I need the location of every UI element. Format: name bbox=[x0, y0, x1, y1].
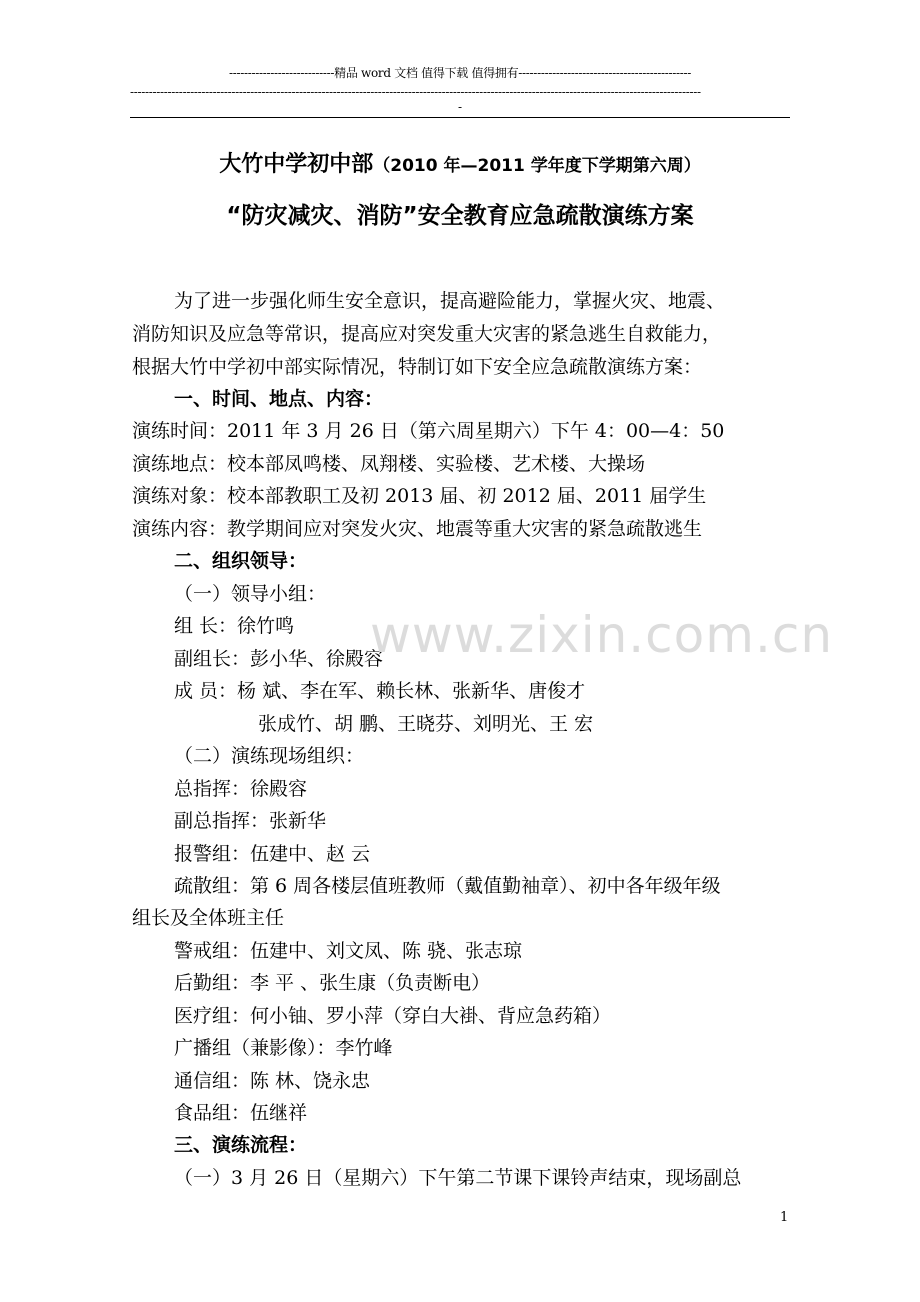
comms-group-line: 通信组：陈 林、饶永忠 bbox=[174, 1070, 371, 1092]
document-main-title: “防灾减灾、消防”安全教育应急疏散演练方案 bbox=[226, 203, 694, 229]
drill-place: 演练地点：校本部凤鸣楼、凤翔楼、实验楼、艺术楼、大操场 bbox=[132, 453, 646, 475]
food-group-line: 食品组：伍继祥 bbox=[174, 1102, 308, 1124]
section-heading-3: 三、演练流程： bbox=[174, 1134, 308, 1156]
section-heading-1: 一、时间、地点、内容： bbox=[174, 388, 384, 410]
logistics-group-line: 后勤组：李 平 、张生康（负责断电） bbox=[174, 972, 491, 994]
evacuation-group-line-2: 组长及全体班主任 bbox=[132, 907, 285, 929]
page-number: 1 bbox=[780, 1210, 789, 1225]
drill-target: 演练对象：校本部教职工及初 2013 届、初 2012 届、2011 届学生 bbox=[132, 485, 707, 507]
alarm-group-line: 报警组：伍建中、赵 云 bbox=[174, 843, 371, 865]
intro-line-1: 为了进一步强化师生安全意识，提高避险能力，掌握火灾、地震、 bbox=[174, 290, 726, 312]
vice-commander-line: 副总指挥：张新华 bbox=[174, 810, 327, 832]
intro-line-3: 根据大竹中学初中部实际情况，特制订如下安全应急疏散演练方案： bbox=[132, 356, 703, 378]
leader-line: 组 长：徐竹鸣 bbox=[174, 615, 295, 637]
header-dash-tail: - bbox=[457, 100, 463, 114]
medical-group-line: 医疗组：何小铀、罗小萍（穿白大褂、背应急药箱） bbox=[174, 1005, 612, 1027]
subsection-leadership: （一）领导小组： bbox=[174, 583, 327, 605]
document-title bbox=[130, 147, 790, 178]
guard-group-line: 警戒组：伍建中、刘文凤、陈 骁、张志琼 bbox=[174, 940, 523, 962]
header-dash-line: -------------------------------------------------------------------------------------------------------------------------------------------------------- bbox=[130, 85, 701, 99]
title-term: （2010 年—2011 学年度下学期第六周） bbox=[373, 156, 701, 176]
commander-line: 总指挥：徐殿容 bbox=[174, 778, 308, 800]
vice-leader-line: 副组长：彭小华、徐殿容 bbox=[174, 648, 384, 670]
members-line-1: 成 员：杨 斌、李在军、赖长林、张新华、唐俊才 bbox=[174, 680, 586, 702]
title-school: 大竹中学初中部 bbox=[219, 152, 374, 177]
drill-time: 演练时间：2011 年 3 月 26 日（第六周星期六）下午 4：00—4：50 bbox=[132, 420, 725, 442]
broadcast-group-line: 广播组（兼影像）：李竹峰 bbox=[174, 1037, 393, 1059]
header-banner: ----------------------------精品 word 文档 值得下载 值得拥有---------------------------------------------- bbox=[228, 66, 692, 80]
section-heading-2: 二、组织领导： bbox=[174, 550, 308, 572]
flow-line-1: （一）3 月 26 日（星期六）下午第二节课下课铃声结束，现场副总 bbox=[174, 1167, 742, 1189]
subsection-site-org: （二）演练现场组织： bbox=[174, 745, 365, 767]
drill-content: 演练内容：教学期间应对突发火灾、地震等重大灾害的紧急疏散逃生 bbox=[132, 518, 703, 540]
evacuation-group-line-1: 疏散组：第 6 周各楼层值班教师（戴值勤袖章）、初中各年级年级 bbox=[174, 875, 721, 897]
intro-line-2: 消防知识及应急等常识，提高应对突发重大灾害的紧急逃生自救能力， bbox=[132, 323, 722, 345]
watermark: www.zixin.com.cn bbox=[370, 606, 834, 664]
members-line-2: 张成竹、胡 鹏、王晓芬、刘明光、王 宏 bbox=[258, 713, 594, 735]
header-rule bbox=[130, 117, 790, 118]
